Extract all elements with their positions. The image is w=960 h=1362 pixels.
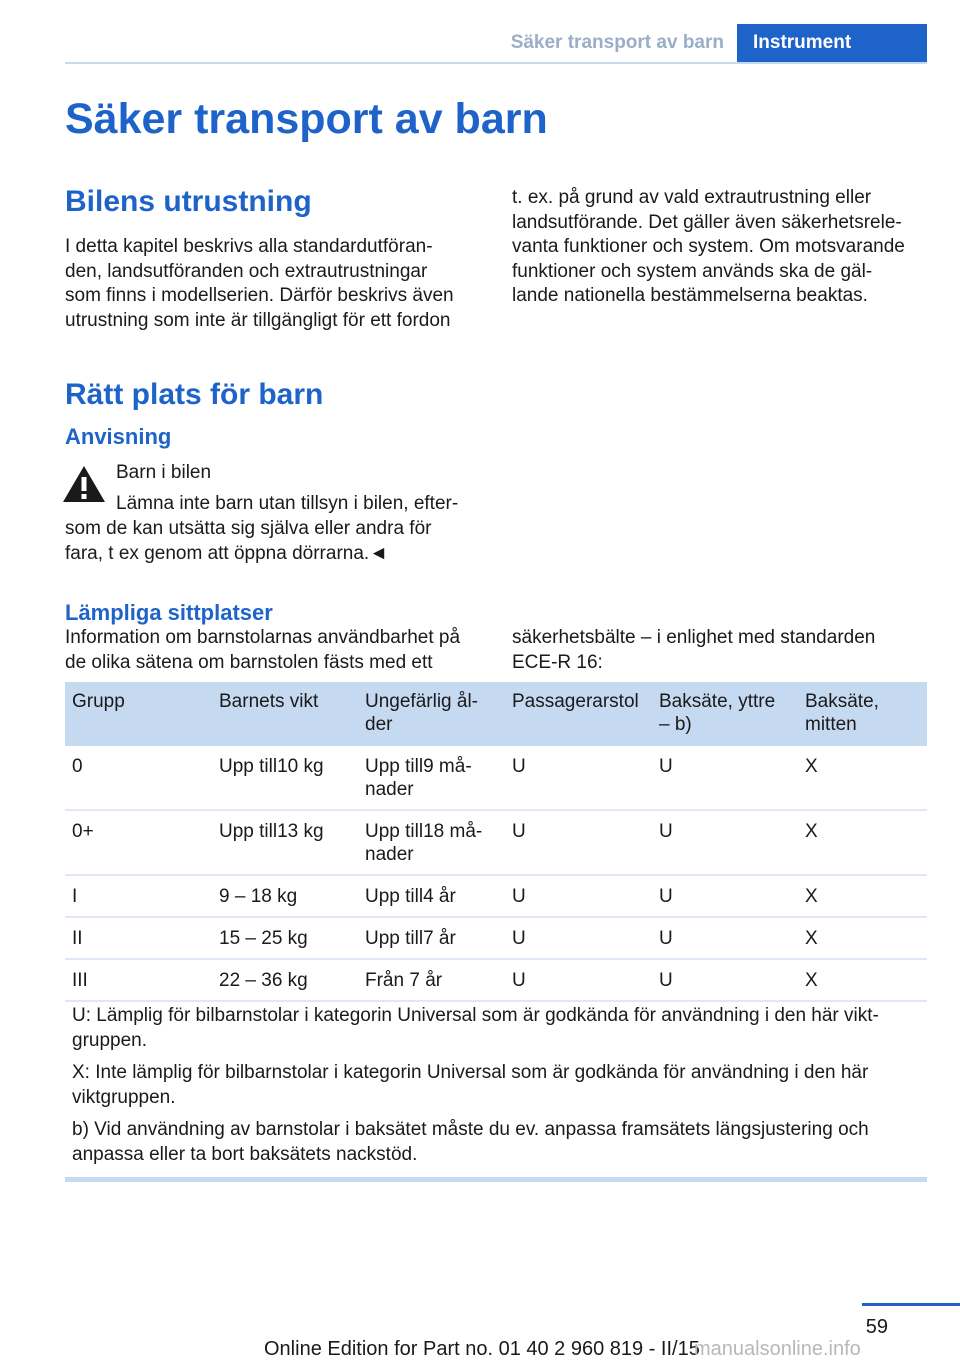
table-cell: III	[65, 959, 212, 1001]
table-cell: 0+	[65, 810, 212, 875]
table-cell: X	[798, 917, 927, 959]
table-cell: Upp till9 må- nader	[358, 746, 505, 810]
table-note: U: Lämplig för bilbarnstolar i kategorin Universal som är godkända för användning i den här vikt- gruppen.	[72, 1005, 879, 1051]
text-line: vanta funktioner och system. Om motsvarande	[512, 236, 905, 257]
warning-text-line: som de kan utsätta sig själva eller andra för	[65, 518, 432, 539]
table-cell: X	[798, 746, 927, 810]
header-section-title: Säker transport av barn	[510, 32, 724, 53]
column-header: Ungefärlig ål- der	[358, 682, 505, 746]
table-cell: X	[798, 810, 927, 875]
text-line: lande nationella bestämmelserna beaktas.	[512, 285, 868, 306]
table-header-row	[65, 682, 927, 746]
table-cell: U	[505, 746, 652, 810]
text-line: utrustning som inte är tillgängligt för ett fordon	[65, 309, 451, 331]
equipment-text-right	[512, 186, 932, 309]
warning-text-line: fara, t ex genom att öppna dörrarna.◄	[65, 543, 388, 564]
column-header: Grupp	[65, 682, 212, 746]
table-cell: Upp till13 kg	[212, 810, 358, 875]
heading-note: Anvisning	[65, 424, 172, 449]
column-header: Baksäte, yttre – b)	[652, 682, 798, 746]
table-cell: Från 7 år	[358, 959, 505, 1001]
header-rule	[65, 62, 927, 64]
table-cell: Upp till4 år	[358, 875, 505, 917]
table-cell: U	[652, 959, 798, 1001]
warning-triangle-icon	[62, 465, 106, 503]
table-notes	[65, 997, 927, 1182]
text-line: de olika sätena om barnstolen fästs med ett	[65, 651, 433, 673]
table-cell: 0	[65, 746, 212, 810]
column-header: Barnets vikt	[212, 682, 358, 746]
table-cell: U	[652, 917, 798, 959]
warning-title: Barn i bilen	[116, 462, 212, 483]
table-cell: Upp till18 må- nader	[358, 810, 505, 875]
equipment-text-left	[65, 235, 485, 333]
table-cell: U	[505, 959, 652, 1001]
text-line: den, landsutföranden och extrautrustningar	[65, 260, 428, 282]
table-cell: U	[505, 917, 652, 959]
text-line: funktioner och system används ska de gäl-	[512, 260, 873, 282]
table-cell: U	[652, 875, 798, 917]
table-row	[65, 746, 927, 810]
table-cell: 15 – 25 kg	[212, 917, 358, 959]
table-cell: Upp till10 kg	[212, 746, 358, 810]
page-number: 59	[865, 1316, 888, 1338]
table-cell: II	[65, 917, 212, 959]
seats-text-left	[65, 626, 495, 675]
table-row	[65, 959, 927, 1001]
table-row	[65, 875, 927, 917]
footer-edition: Online Edition for Part no. 01 40 2 960 819 - II/15	[264, 1338, 700, 1360]
text-line: I detta kapitel beskrivs alla standardutföran-	[65, 236, 433, 257]
watermark: manualsonline.info	[694, 1338, 861, 1360]
table-note: b) Vid användning av barnstolar i baksätet måste du ev. anpassa framsätets längsjustering och anpassa eller ta bort baksätets nackstöd.	[72, 1119, 869, 1165]
child-seat-table	[65, 682, 927, 1002]
page-number-rule	[862, 1303, 960, 1306]
text-line: ECE-R 16:	[512, 651, 603, 673]
heading-suitable-seats: Lämpliga sittplatser	[65, 600, 273, 625]
table-bottom-rule	[65, 1177, 927, 1182]
heading-child-placement: Rätt plats för barn	[65, 378, 324, 411]
table-cell: U	[505, 875, 652, 917]
heading-equipment: Bilens utrustning	[65, 185, 312, 218]
text-line: som finns i modellserien. Därför beskrivs även	[65, 285, 454, 306]
seats-text-right	[512, 626, 932, 675]
table-cell: X	[798, 959, 927, 1001]
warning-text-line: Lämna inte barn utan tillsyn i bilen, efter-	[116, 493, 459, 514]
header-chapter-tab: Instrument	[737, 24, 927, 62]
column-header: Passagerarstol	[505, 682, 652, 746]
table-row	[65, 917, 927, 959]
text-line: t. ex. på grund av vald extrautrustning eller	[512, 187, 872, 208]
text-line: landsutförande. Det gäller även säkerhetsrele-	[512, 211, 902, 233]
table-cell: I	[65, 875, 212, 917]
table-cell: Upp till7 år	[358, 917, 505, 959]
table-cell: X	[798, 875, 927, 917]
page-title: Säker transport av barn	[65, 95, 548, 143]
table-cell: 22 – 36 kg	[212, 959, 358, 1001]
table-cell: U	[652, 810, 798, 875]
table-cell: 9 – 18 kg	[212, 875, 358, 917]
text-line: säkerhetsbälte – i enlighet med standarden	[512, 627, 876, 648]
table-note: X: Inte lämplig för bilbarnstolar i kategorin Universal som är godkända för användning i den här viktgruppen.	[72, 1062, 869, 1108]
column-header: Baksäte, mitten	[798, 682, 927, 746]
table-cell: U	[505, 810, 652, 875]
text-line: Information om barnstolarnas användbarhet på	[65, 627, 461, 648]
table-row	[65, 810, 927, 875]
table-cell: U	[652, 746, 798, 810]
